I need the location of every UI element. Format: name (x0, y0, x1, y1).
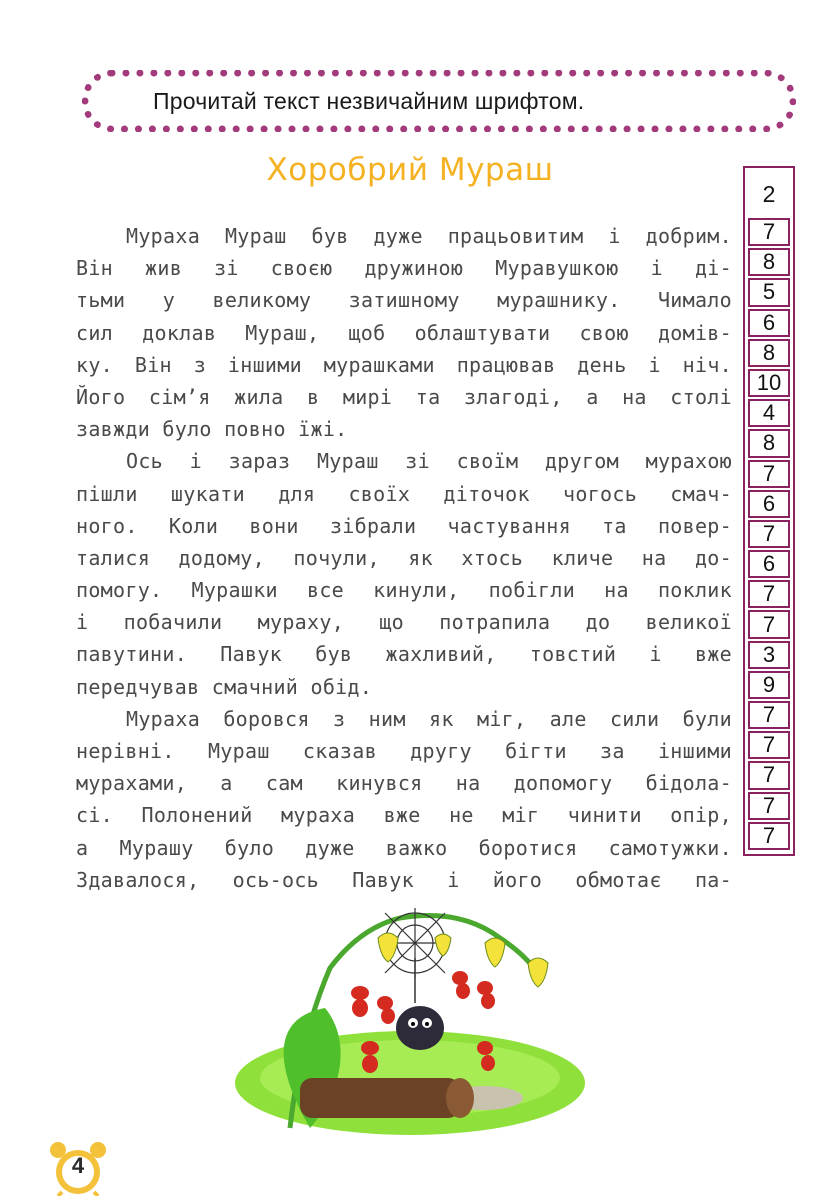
story-line: сі. Полонений мураха вже не міг чинити опір, (76, 803, 732, 828)
story-line: і побачили мураху, що потрапила до великої (76, 610, 732, 635)
word-count-cell: 7 (748, 520, 790, 548)
story-line: Ось і зараз Мураш зі своїм другом мурахою (126, 449, 732, 474)
story-line: Мураха боровся з ним як міг, але сили були (126, 706, 732, 731)
word-count-column (743, 166, 795, 856)
word-count-cell: 7 (748, 822, 790, 850)
word-count-cell: 6 (748, 550, 790, 578)
word-count-cell: 8 (748, 248, 790, 276)
story-line: Його сім’я жила в мирі та злагоді, а на столі (76, 384, 732, 409)
story-line: тьми у великому затишному мурашнику. Чимало (76, 288, 732, 313)
story-text (76, 220, 732, 896)
story-line: мурахами, а сам кинувся на допомогу бідола- (76, 771, 732, 796)
story-line: нерівні. Мураш сказав другу бігти за іншими (76, 739, 732, 763)
story-line: ку. Він з іншими мурашками працював день і ніч. (76, 352, 732, 377)
word-count-cell: 6 (748, 490, 790, 518)
word-count-cell: 7 (748, 761, 790, 789)
story-line: сил доклав Мураш, щоб облаштувати свою домів- (76, 320, 732, 345)
story-line: помогу. Мурашки все кинули, побігли на поклик (76, 578, 732, 603)
story-line: завжди було повно їжі. (76, 417, 348, 442)
story-line: павутини. Павук був жахливий, товстий і вже (76, 642, 732, 667)
story-line: ного. Коли вони зібрали частування та повер- (76, 513, 732, 538)
story-line: Мураха Мураш був дуже працьовитим і добрим. (126, 224, 732, 248)
ants-spider-illustration (230, 898, 590, 1138)
word-count-cell: 4 (748, 399, 790, 427)
word-count-cell: 7 (748, 731, 790, 759)
story-line: Він жив зі своєю дружиною Муравушкою і ді- (76, 256, 732, 281)
word-count-cell: 5 (748, 278, 790, 306)
story-line: пішли шукати для своїх діточок чогось смач- (76, 481, 732, 506)
story-line: Здавалося, ось-ось Павук і його обмотає па- (76, 867, 732, 892)
story-line: а Мурашу було дуже важко боротися самотужки. (76, 835, 732, 860)
word-count-cell: 7 (748, 610, 790, 638)
word-count-cell: 8 (748, 429, 790, 457)
word-count-cell: 7 (748, 218, 790, 246)
instruction-box (82, 70, 796, 132)
word-count-cell: 7 (748, 460, 790, 488)
story-title: Хоробрий Мураш (266, 152, 554, 188)
word-count-cell: 6 (748, 309, 790, 337)
word-count-cell: 2 (748, 172, 790, 216)
page-number: 4 (71, 1153, 85, 1178)
word-count-cell: 9 (748, 671, 790, 699)
word-count-cell: 7 (748, 701, 790, 729)
story-line: талися додому, почули, як хтось кличе на до- (76, 545, 732, 570)
word-count-cell: 3 (748, 641, 790, 669)
instruction-text: Прочитай текст незвичайним шрифтом. (153, 87, 585, 114)
word-count-cell: 8 (748, 339, 790, 367)
story-line: передчував смачний обід. (76, 674, 373, 699)
word-count-cell: 10 (748, 369, 790, 397)
word-count-cell: 7 (748, 580, 790, 608)
word-count-cell: 7 (748, 792, 790, 820)
